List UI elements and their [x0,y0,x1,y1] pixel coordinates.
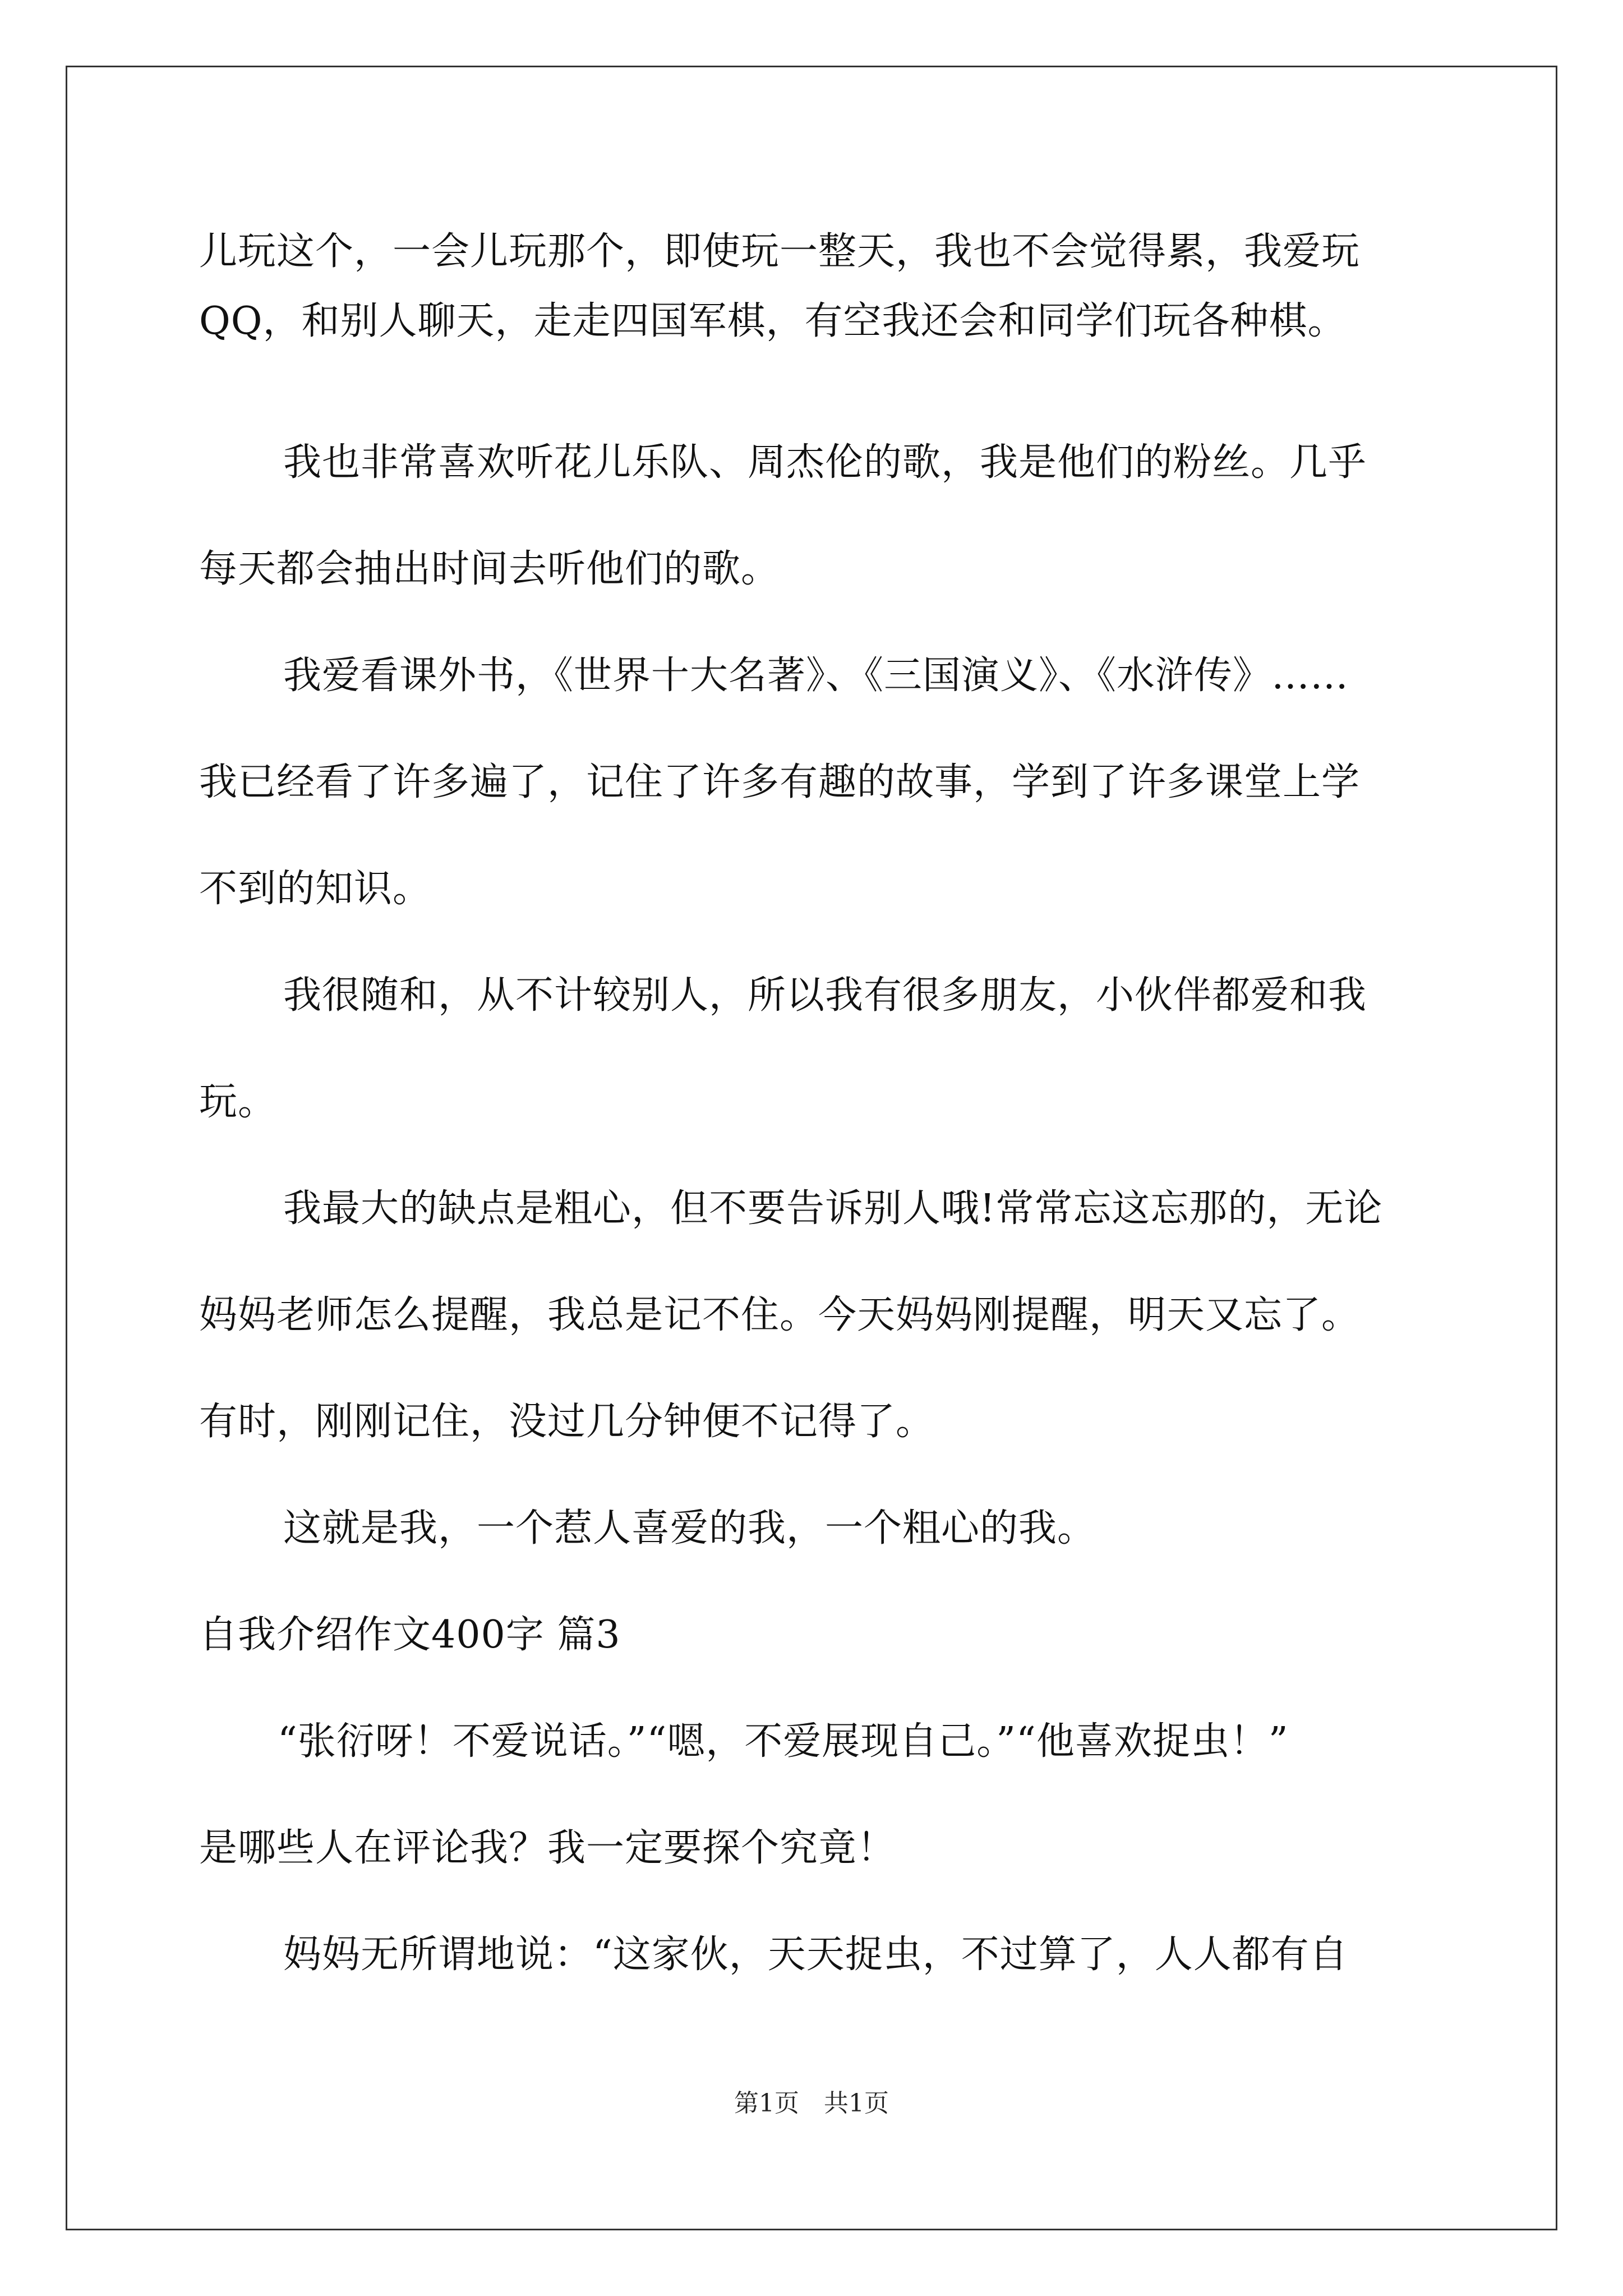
paragraph-start: 我爱看课外书，《世界十大名著》、《三国演义》、《水浒传》…… [283,654,1349,698]
text-line: 我已经看了许多遍了，记住了许多有趣的故事，学到了许多课堂上学 [199,760,1361,804]
text-line: 玩。 [199,1080,277,1124]
text-line: 有时，刚刚记住，没过几分钟便不记得了。 [199,1400,935,1444]
paragraph-start: 这就是我，一个惹人喜爱的我，一个粗心的我。 [283,1506,1096,1550]
paragraph-start: “张衍呀！不爱说话。”“嗯，不爱展现自己。”“他喜欢捉虫！” [278,1719,1289,1764]
page-border [66,66,1557,2230]
text-line: 不到的知识。 [199,867,432,911]
paragraph-start: 我也非常喜欢听花儿乐队、周杰伦的歌，我是他们的粉丝。几乎 [283,440,1367,485]
text-line: 妈妈老师怎么提醒，我总是记不住。今天妈妈刚提醒，明天又忘了。 [199,1293,1361,1337]
paragraph-start: 我很随和，从不计较别人，所以我有很多朋友，小伙伴都爱和我 [283,973,1367,1018]
paragraph-start: 我最大的缺点是粗心，但不要告诉别人哦!常常忘这忘那的，无论 [283,1186,1383,1231]
section-heading: 自我介绍作文400字 篇3 [199,1613,621,1657]
text-line: 每天都会抽出时间去听他们的歌。 [199,547,780,591]
paragraph-start: 妈妈无所谓地说：“这家伙，天天捉虫，不过算了，人人都有自 [283,1932,1348,1977]
text-line: 是哪些人在评论我？我一定要探个究竟！ [199,1826,896,1870]
text-line: QQ，和别人聊天，走走四国军棋，有空我还会和同学们玩各种棋。 [199,299,1347,343]
text-line: 儿玩这个，一会儿玩那个，即使玩一整天，我也不会觉得累，我爱玩 [199,229,1361,274]
page-footer: 第1页 共1页 [734,2089,889,2118]
